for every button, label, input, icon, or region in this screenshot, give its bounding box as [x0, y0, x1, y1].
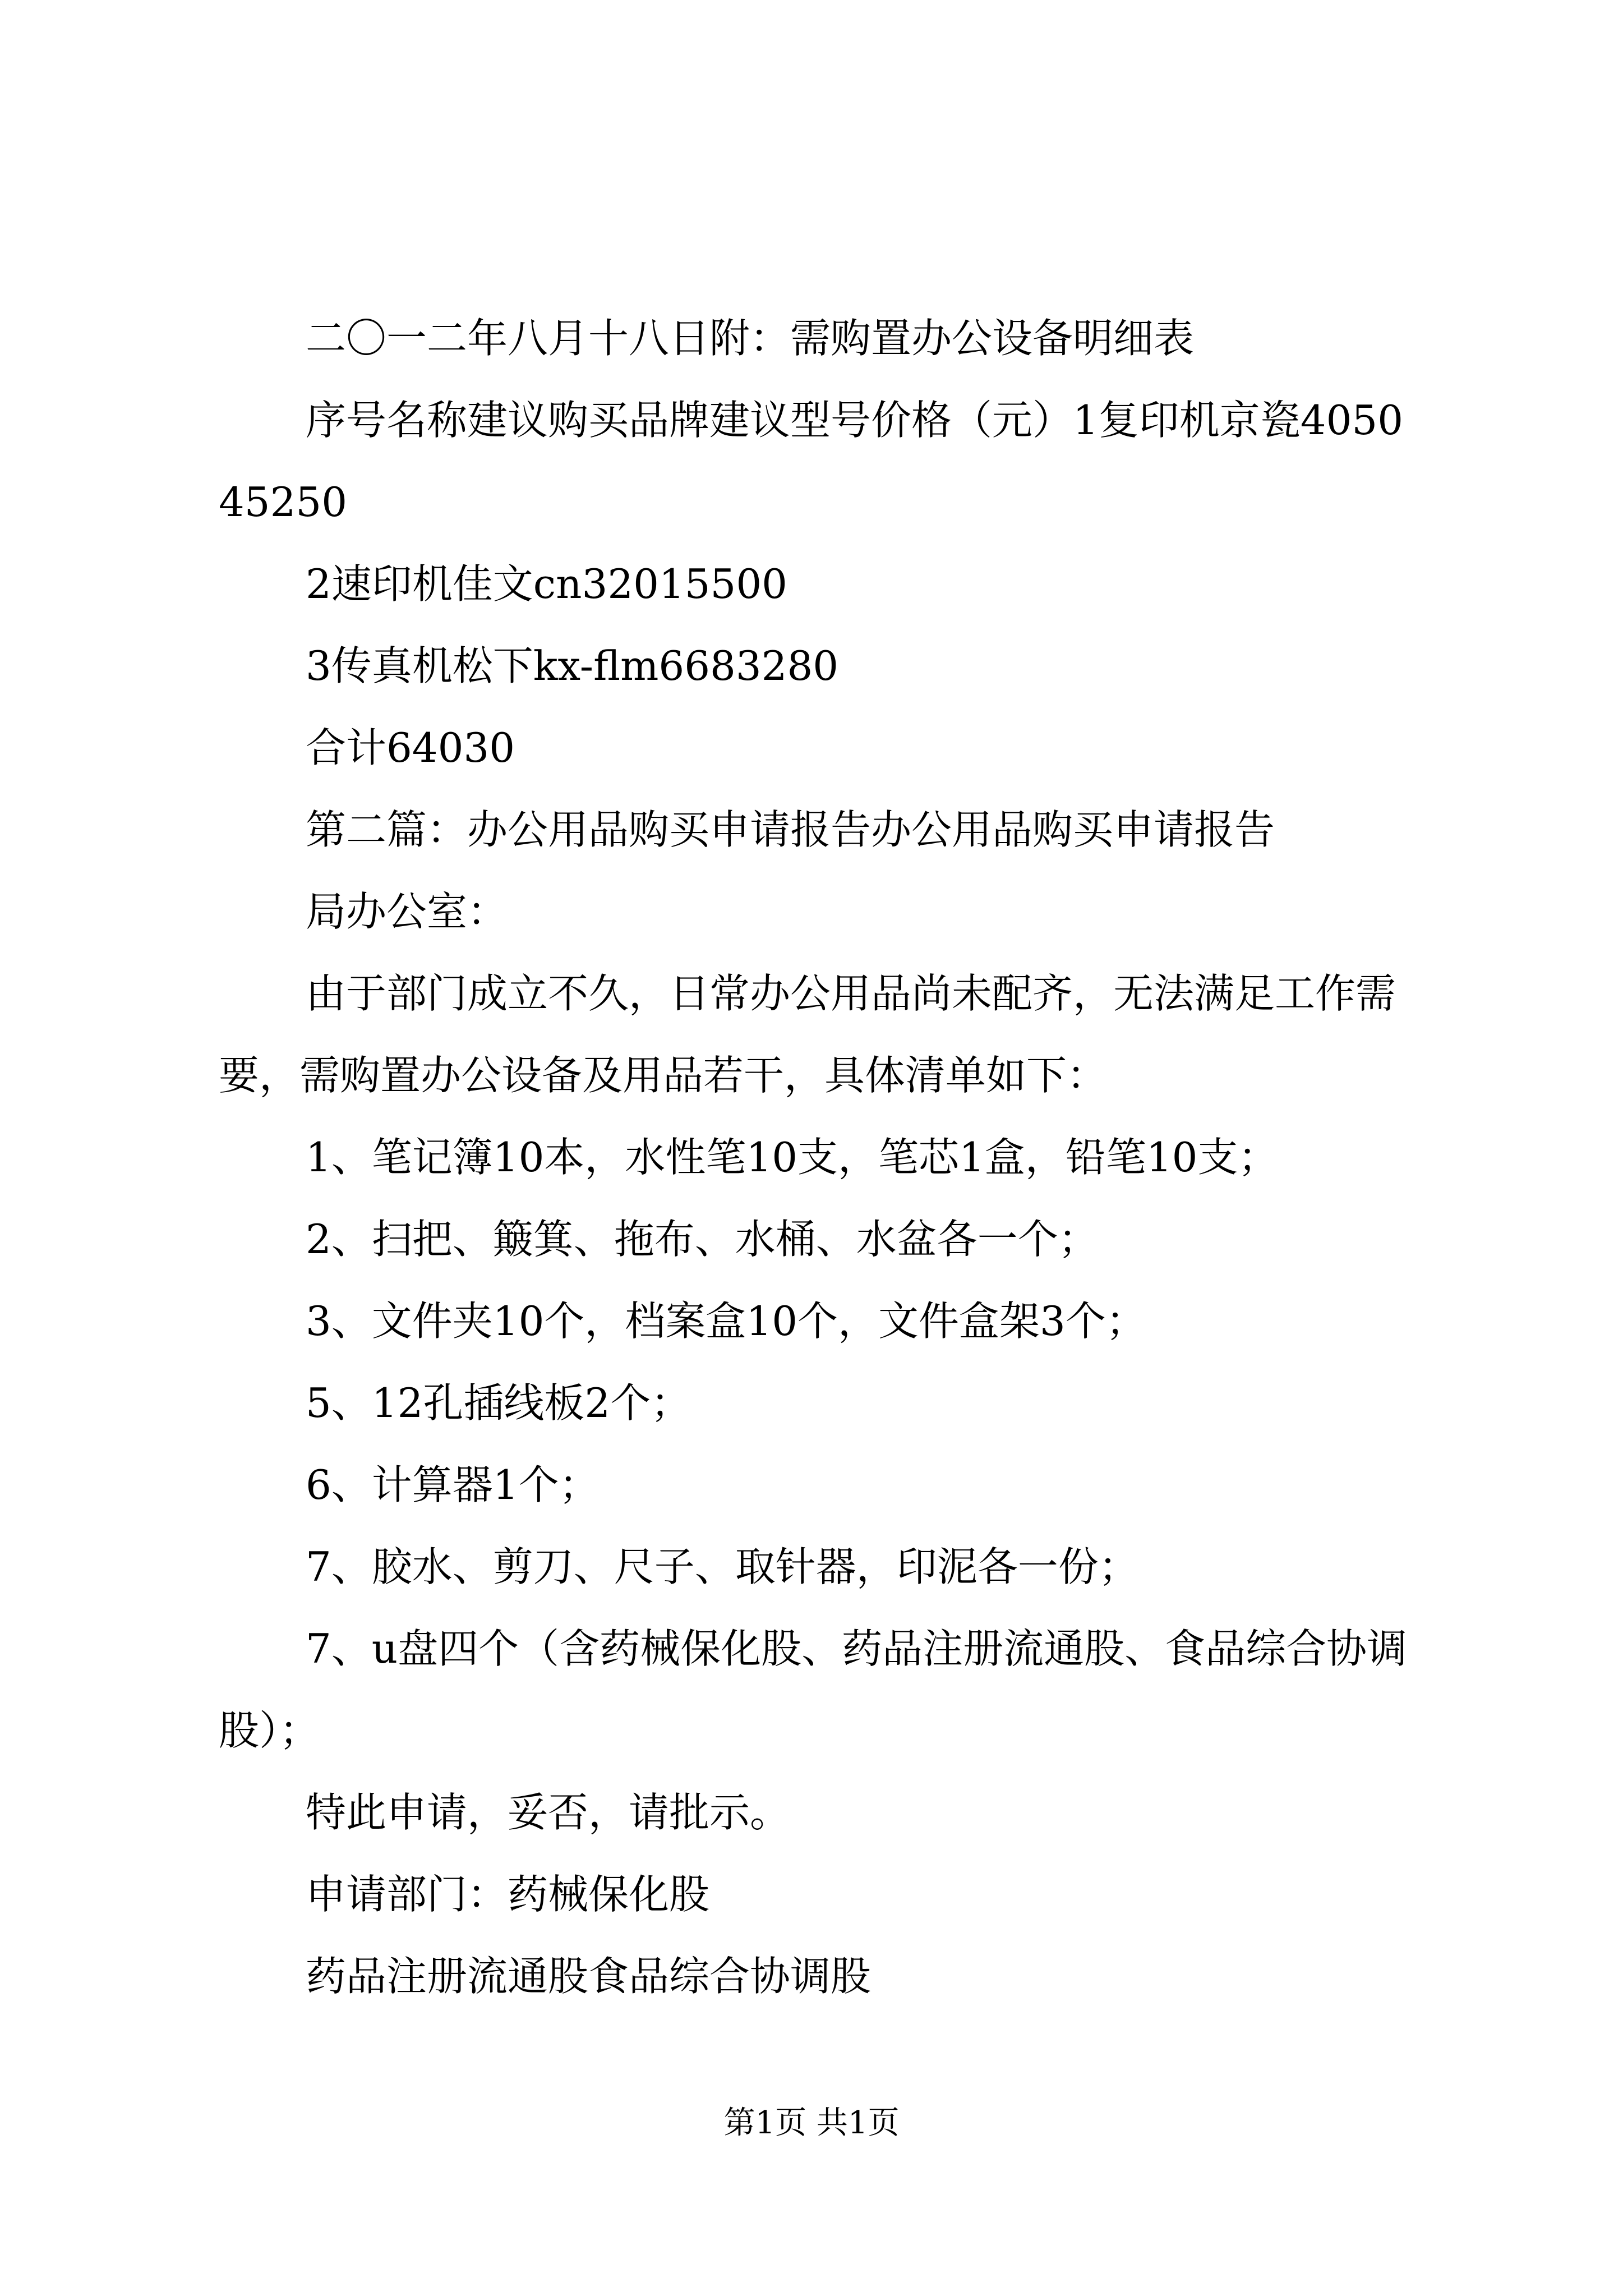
paragraph-row-2: 2速印机佳文cn32015500	[306, 560, 787, 608]
paragraph-addressee: 局办公室：	[306, 888, 508, 935]
list-item-1: 1、笔记簿10本，水性笔10支，笔芯1盒，铅笔10支；	[306, 1134, 1279, 1181]
paragraph-applicant-department: 申请部门：药械保化股	[306, 1871, 710, 1918]
paragraph-section-title: 第二篇：办公用品购买申请报告办公用品购买申请报告	[306, 806, 1275, 853]
paragraph-total: 合计64030	[306, 724, 515, 771]
paragraph-date-and-attachment-title: 二〇一二年八月十八日附：需购置办公设备明细表	[306, 315, 1195, 362]
paragraph-table-header-row-1: 序号名称建议购买品牌建议型号价格（元）1复印机京瓷405045250	[219, 397, 1404, 526]
list-item-6: 6、计算器1个；	[306, 1461, 600, 1508]
paragraph-request-closing: 特此申请，妥否，请批示。	[306, 1789, 791, 1836]
list-item-7a: 7、胶水、剪刀、尺子、取针器，印泥各一份；	[306, 1543, 1139, 1590]
list-item-7b: 7、u盘四个（含药械保化股、药品注册流通股、食品综合协调股）；	[219, 1625, 1408, 1754]
document-body	[219, 297, 1419, 2017]
page-number-footer: 第1页 共1页	[723, 2105, 900, 2141]
list-item-5: 5、12孔插线板2个；	[306, 1379, 691, 1427]
list-item-2: 2、扫把、簸箕、拖布、水桶、水盆各一个；	[306, 1216, 1099, 1263]
paragraph-row-3: 3传真机松下kx-flm6683280	[306, 642, 839, 689]
paragraph-intro: 由于部门成立不久，日常办公用品尚未配齐，无法满足工作需要，需购置办公设备及用品若干，具体清单如下：	[219, 970, 1396, 1099]
paragraph-other-departments: 药品注册流通股食品综合协调股	[306, 1953, 872, 2000]
list-item-3: 3、文件夹10个，档案盒10个，文件盒架3个；	[306, 1297, 1146, 1345]
